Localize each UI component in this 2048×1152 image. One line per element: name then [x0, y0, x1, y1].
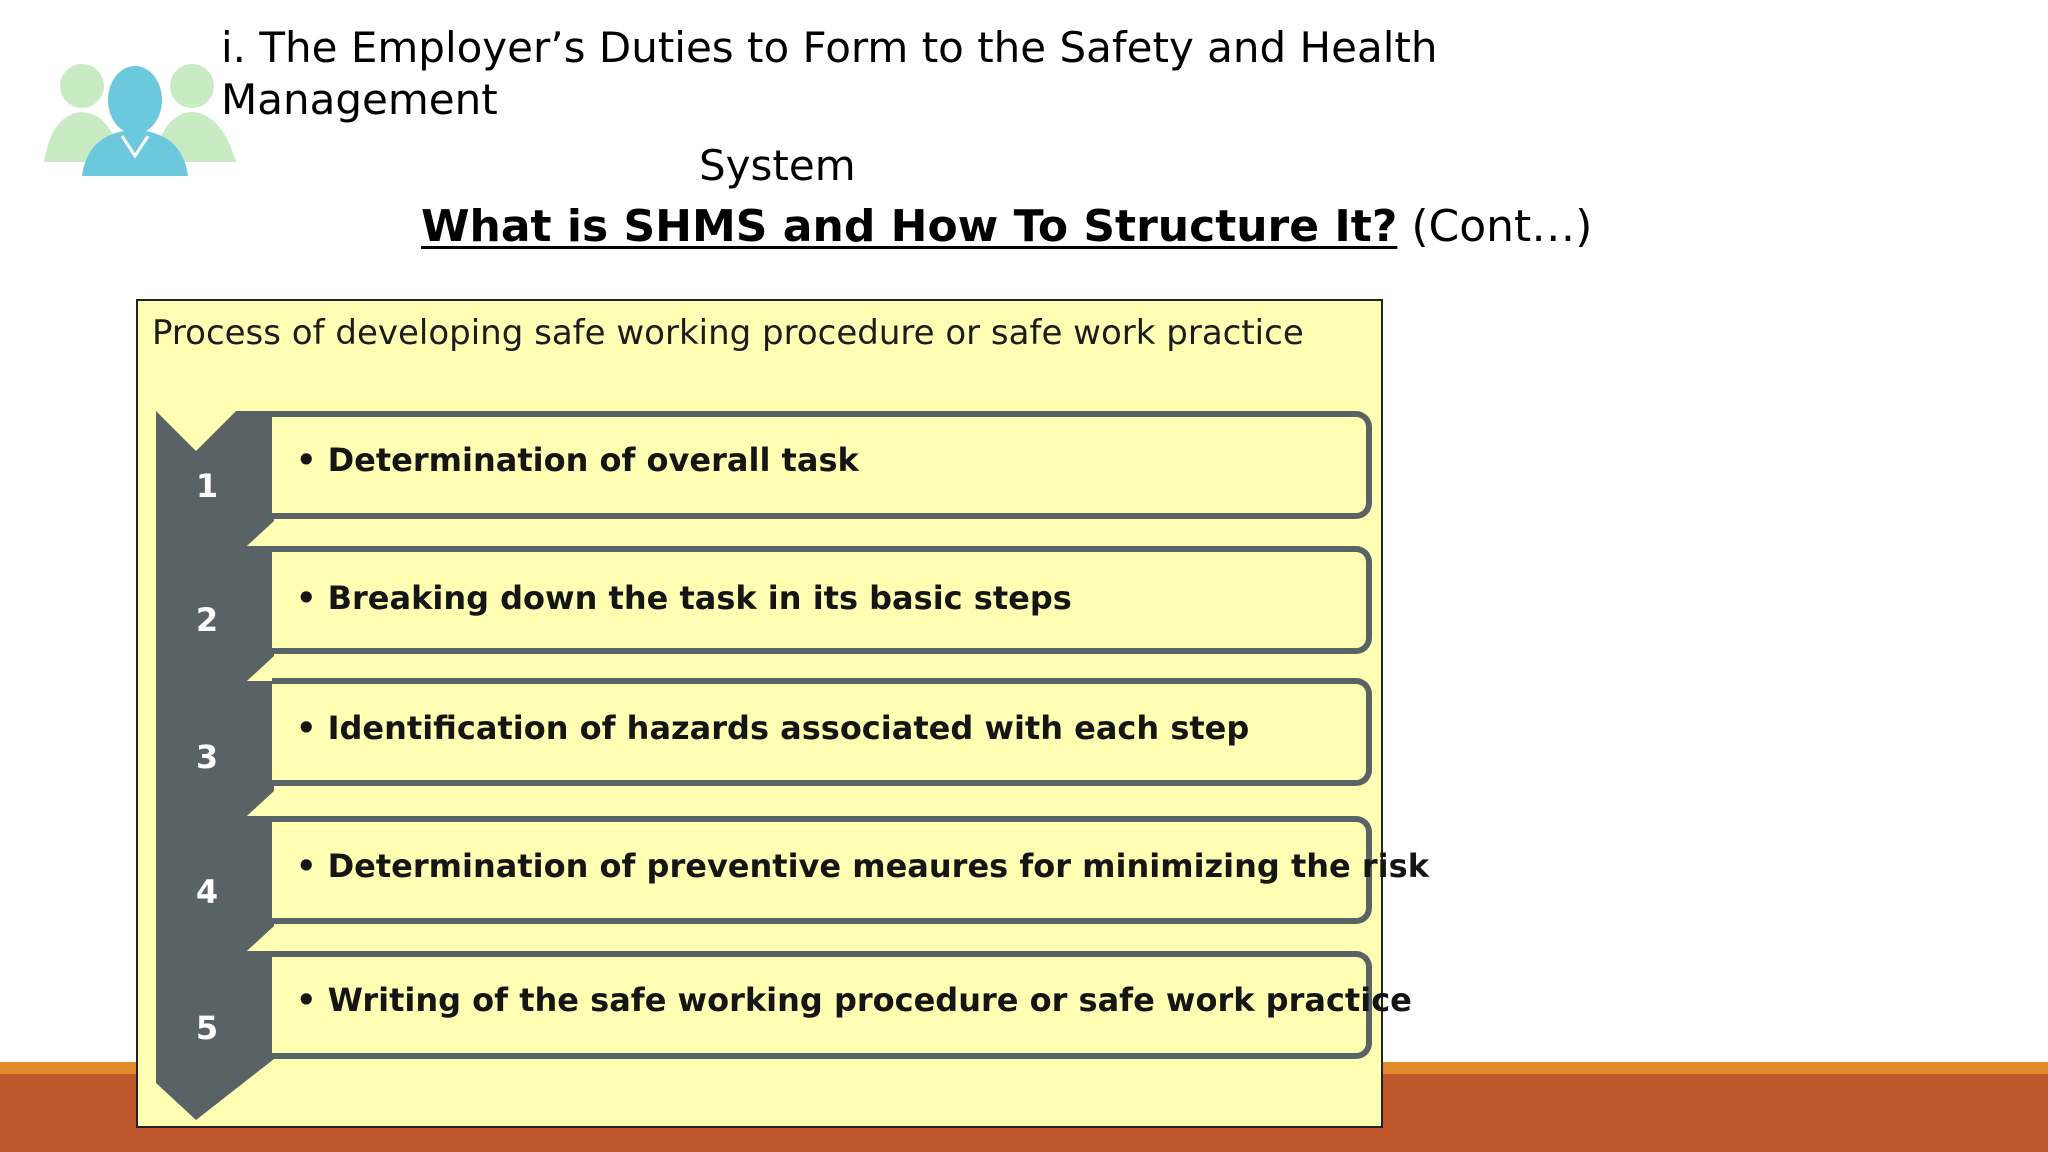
step-number-5: 5 [195, 1009, 219, 1047]
title-line-2: Management [221, 75, 498, 124]
step-number-3: 3 [195, 738, 219, 776]
step-text-3: • Identification of hazards associated with each step [296, 709, 1250, 747]
slide-title [221, 22, 1521, 126]
subtitle-main: What is SHMS and How To Structure It? [421, 201, 1398, 252]
step-text-5: • Writing of the safe working procedure or safe work practice [296, 981, 1412, 1019]
step-text-2: • Breaking down the task in its basic steps [296, 579, 1072, 617]
step-number-1: 1 [195, 467, 219, 505]
step-number-2: 2 [195, 601, 219, 639]
process-diagram [136, 299, 1429, 1128]
step-text-1: • Determination of overall task [296, 441, 859, 479]
people-group-icon [42, 58, 238, 184]
title-line-3: System [699, 141, 856, 190]
subtitle-suffix: (Cont…) [1397, 201, 1593, 252]
step-number-4: 4 [195, 873, 219, 911]
slide-subtitle [421, 200, 1592, 254]
diagram-title: Process of developing safe working procedure or safe work practice [152, 313, 1304, 353]
title-line-1: i. The Employer’s Duties to Form to the Safety and Health [221, 23, 1438, 72]
step-text-4: • Determination of preventive meaures for minimizing the risk [296, 847, 1429, 885]
